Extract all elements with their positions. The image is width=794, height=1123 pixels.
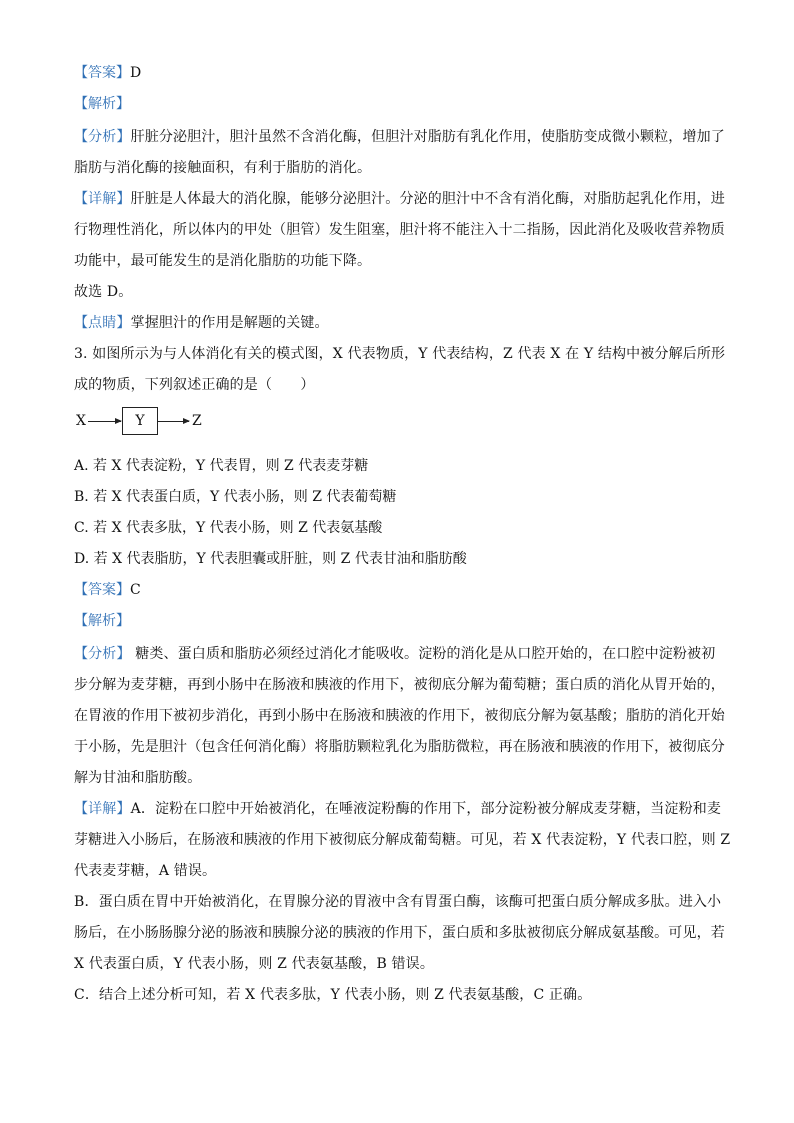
q3-c-line: C．结合上述分析可知，若 X 代表多肽，Y 代表小肠，则 Z 代表氨基酸，C 正确。 (74, 987, 592, 1003)
fenxi-tag: 【分析】 (74, 646, 131, 662)
q3-answer-line (74, 579, 724, 602)
q2-xiangjie-line: 行物理性消化，所以体内的甲处（胆管）发生阻塞，胆汁将不能注入十二指肠，因此消化及吸收营养物质 (74, 222, 725, 238)
diagram-y-box (122, 407, 158, 435)
q2-answer-line (74, 62, 724, 85)
analysis-tag: 【解析】 (74, 613, 130, 629)
q3-answer-value: C (130, 582, 141, 598)
q3-c-paragraph (74, 980, 724, 1011)
document-page (74, 62, 731, 1011)
q3-stem-line: 成的物质，下列叙述正确的是（ ） (74, 377, 315, 393)
q3-xiangjie-paragraph (74, 794, 731, 887)
answer-tag: 【答案】 (74, 65, 130, 81)
q3-xiangjie-line: 芽糖进入小肠后，在肠液和胰液的作用下被彻底分解成葡萄糖。可见，若 X 代表淀粉，Y 代表口腔，则 Z (74, 832, 731, 848)
q2-xiangjie-line: 【详解】肝脏是人体最大的消化腺，能够分泌胆汁。分泌的胆汁中不含有消化酶，对脂肪起乳化作用，进 (74, 191, 725, 207)
q2-analysis-heading (74, 93, 724, 116)
q2-fenxi-paragraph (74, 122, 724, 184)
diagram-y-label: Y (135, 413, 145, 429)
q2-dianjing-paragraph (74, 308, 724, 339)
q3-analysis-heading (74, 610, 724, 633)
fenxi-tag: 【分析】 (74, 129, 131, 145)
arrow-y-to-z-icon (157, 421, 189, 422)
q3-fenxi-line: 在胃液的作用下被初步消化，再到小肠中在肠液和胰液的作用下，被彻底分解为氨基酸；脂肪的消化开始 (74, 708, 725, 724)
q3-diagram (74, 403, 724, 447)
q3-b-line: X 代表蛋白质，Y 代表小肠，则 Z 代表氨基酸，B 错误。 (74, 956, 434, 972)
q3-b-line: B．蛋白质在胃中开始被消化，在胃腺分泌的胃液中含有胃蛋白酶，该酶可把蛋白质分解成多肽。进入小 (74, 894, 722, 910)
q2-conclusion: 故选 D。 (74, 284, 133, 300)
q2-fenxi-line: 脂肪与消化酶的接触面积，有利于脂肪的消化。 (74, 160, 372, 176)
q3-fenxi-line: 步分解为麦芽糖，再到小肠中在肠液和胰液的作用下，被彻底分解为葡萄糖；蛋白质的消化从胃开始的， (74, 677, 725, 693)
q2-xiangjie-line: 功能中，最可能发生的是消化脂肪的功能下降。 (74, 253, 372, 269)
q2-dianjing-text: 掌握胆汁的作用是解题的关键。 (130, 315, 329, 331)
q3-fenxi-line: 解为甘油和脂肪酸。 (74, 770, 202, 786)
xiangjie-tag: 【详解】 (74, 191, 131, 207)
diagram-z-label: Z (192, 413, 202, 429)
q3-options (74, 455, 724, 571)
option-b: B. 若 X 代表蛋白质，Y 代表小肠，则 Z 代表葡萄糖 (74, 489, 397, 505)
q3-fenxi-paragraph (74, 639, 724, 794)
xiangjie-tag: 【详解】 (74, 801, 131, 817)
answer-tag: 【答案】 (74, 582, 130, 598)
option-a: A. 若 X 代表淀粉，Y 代表胃，则 Z 代表麦芽糖 (74, 458, 369, 474)
q3-fenxi-line: 于小肠，先是胆汁（包含任何消化酶）将脂肪颗粒乳化为脂肪微粒，再在肠液和胰液的作用下，被彻底分 (74, 739, 725, 755)
q3-stem (74, 339, 724, 401)
q3-xiangjie-line: 代表麦芽糖，A 错误。 (74, 863, 217, 879)
analysis-tag: 【解析】 (74, 96, 130, 112)
q2-xiangjie-paragraph (74, 184, 724, 277)
diagram-x-label: X (76, 413, 86, 429)
q3-b-line: 肠后，在小肠肠腺分泌的肠液和胰腺分泌的胰液的作用下，蛋白质和多肽被彻底分解成氨基酸。可见，若 (74, 925, 725, 941)
option-c: C. 若 X 代表多肽，Y 代表小肠，则 Z 代表氨基酸 (74, 520, 383, 536)
q3-b-paragraph (74, 887, 724, 980)
q3-xiangjie-line: 【详解】A．淀粉在口腔中开始被消化，在唾液淀粉酶的作用下，部分淀粉被分解成麦芽糖，当淀粉和麦 (74, 801, 722, 817)
q2-answer-value: D (130, 65, 142, 81)
option-d: D. 若 X 代表脂肪，Y 代表胆囊或肝脏，则 Z 代表甘油和脂肪酸 (74, 551, 467, 567)
arrow-x-to-y-icon (88, 421, 121, 422)
q2-fenxi-line: 【分析】肝脏分泌胆汁，胆汁虽然不含消化酶，但胆汁对脂肪有乳化作用，使脂肪变成微小颗粒，增加了 (74, 129, 725, 145)
dianjing-tag: 【点睛】 (74, 315, 131, 331)
q3-stem-line: 3. 如图所示为与人体消化有关的模式图，X 代表物质，Y 代表结构，Z 代表 X 在 Y 结构中被分解后所形 (74, 346, 726, 362)
q3-fenxi-line: 【分析】 糖类、蛋白质和脂肪必须经过消化才能吸收。淀粉的消化是从口腔开始的，在口腔中淀粉被初 (74, 646, 716, 662)
